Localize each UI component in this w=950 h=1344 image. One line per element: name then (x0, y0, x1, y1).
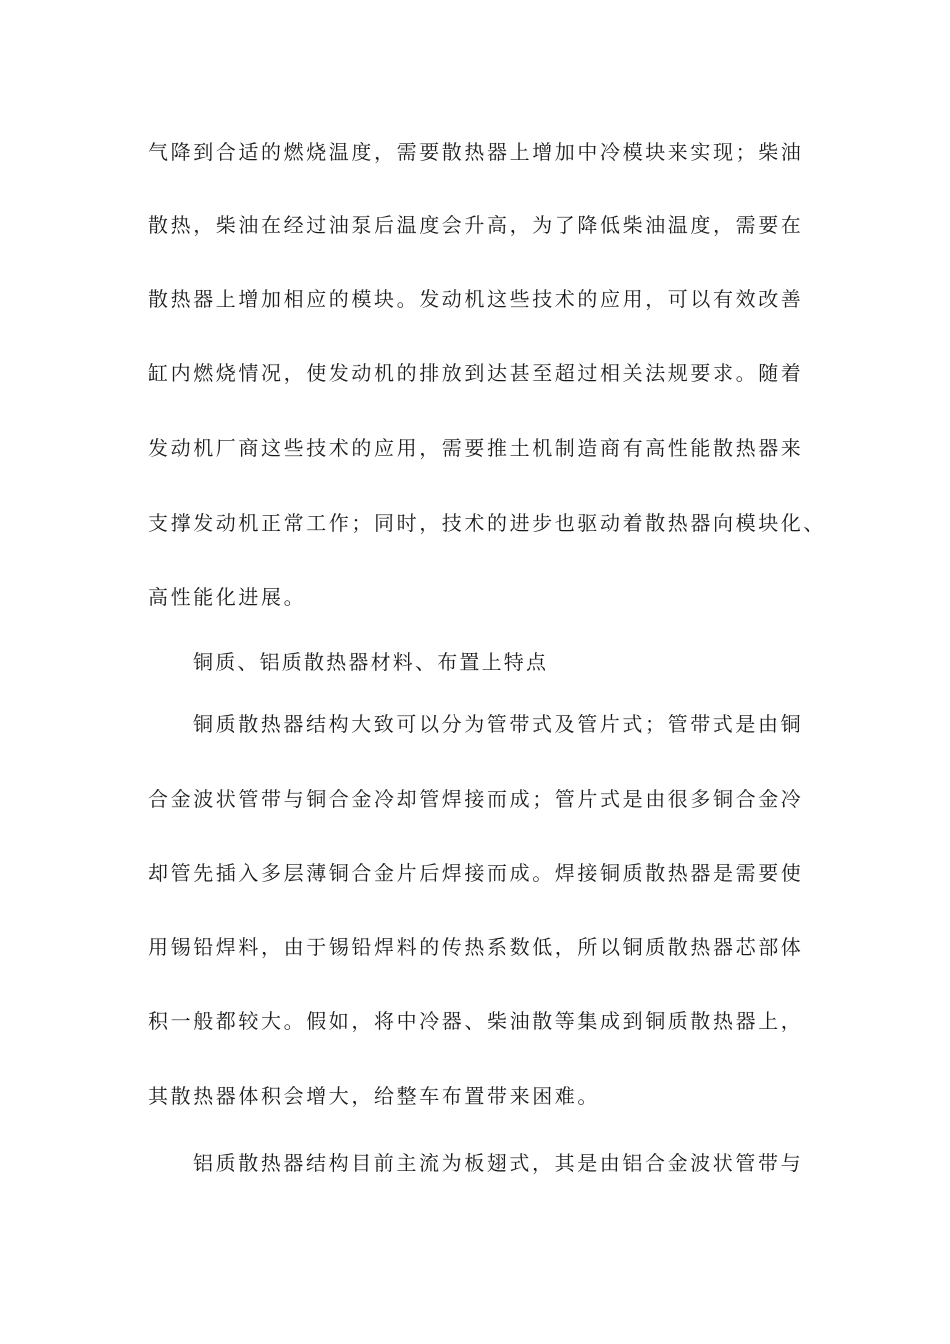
paragraph-1-line-1: 气降到合适的燃烧温度，需要散热器上增加中冷模块来实现；柴油 (148, 140, 804, 164)
paragraph-1-line-6: 支撑发动机正常工作；同时，技术的进步也驱动着散热器向模块化、 (148, 511, 826, 535)
paragraph-1-line-3: 散热器上增加相应的模块。发动机这些技术的应用，可以有效改善 (148, 287, 804, 311)
paragraph-3-line-1: 铝质散热器结构目前主流为板翅式，其是由铝合金波状管带与 (193, 1151, 804, 1175)
paragraph-2-line-2: 合金波状管带与铜合金冷却管焊接而成；管片式是由很多铜合金冷 (148, 787, 804, 811)
paragraph-2-line-3: 却管先插入多层薄铜合金片后焊接而成。焊接铜质散热器是需要使 (148, 861, 804, 885)
paragraph-1-line-7: 高性能化进展。 (148, 585, 307, 609)
paragraph-1-line-2: 散热，柴油在经过油泵后温度会升高，为了降低柴油温度，需要在 (148, 213, 804, 237)
paragraph-1-line-4: 缸内燃烧情况，使发动机的排放到达甚至超过相关法规要求。随着 (148, 361, 804, 385)
section-heading: 铜质、铝质散热器材料、布置上特点 (193, 650, 549, 674)
paragraph-2-line-6: 其散热器体积会增大，给整车布置带来困难。 (148, 1084, 600, 1108)
paragraph-2-line-1: 铜质散热器结构大致可以分为管带式及管片式；管带式是由铜 (193, 712, 804, 736)
paragraph-2-line-4: 用锡铅焊料，由于锡铅焊料的传热系数低，所以铜质散热器芯部体 (148, 935, 804, 959)
paragraph-2-line-5: 积一般都较大。假如，将中冷器、柴油散等集成到铜质散热器上， (148, 1009, 804, 1033)
paragraph-1-line-5: 发动机厂商这些技术的应用，需要推土机制造商有高性能散热器来 (148, 436, 804, 460)
